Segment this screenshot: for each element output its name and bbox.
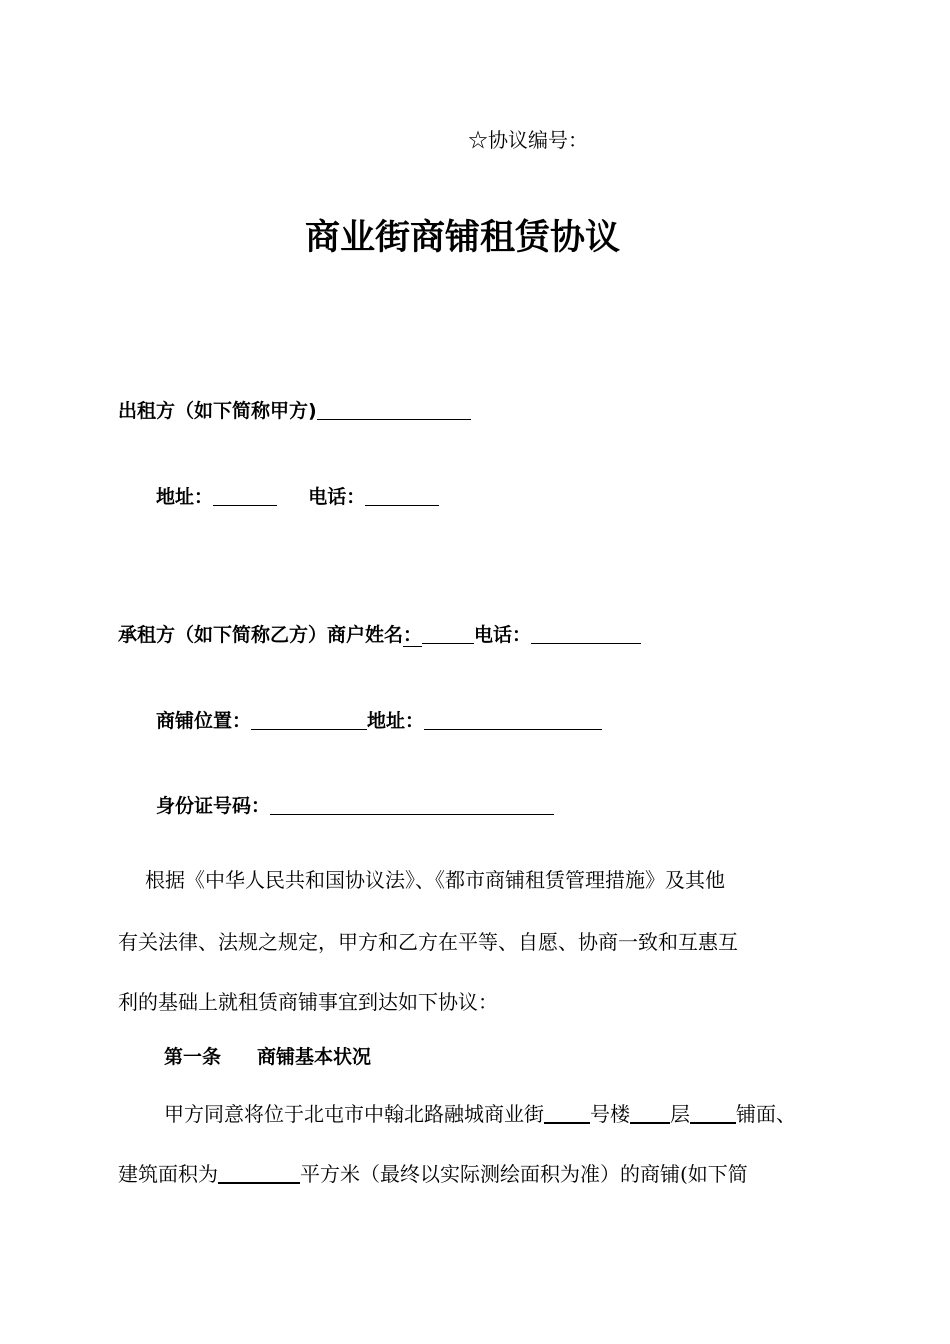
article-1-text-f: 平方米（最终以实际测绘面积为准）的商铺(如下简 bbox=[300, 1162, 748, 1186]
area-blank[interactable] bbox=[218, 1162, 300, 1184]
id-number-row bbox=[156, 791, 554, 818]
lessor-row bbox=[118, 396, 471, 423]
article-1-title: 商铺基本状况 bbox=[257, 1046, 372, 1068]
lessee-name-blank[interactable] bbox=[422, 624, 474, 644]
intro-line-2: 有关法律、法规之规定，甲方和乙方在平等、自愿、协商一致和互惠互 bbox=[118, 930, 738, 954]
intro-line-1: 根据《中华人民共和国协议法》、《都市商铺租赁管理措施》及其他 bbox=[145, 868, 725, 892]
agreement-number-label: ☆协议编号： bbox=[468, 128, 588, 152]
building-number-blank[interactable] bbox=[544, 1102, 590, 1124]
lessor-phone-blank[interactable] bbox=[365, 486, 439, 506]
lessor-label: 出租方（如下简称甲方) bbox=[118, 400, 317, 422]
lessee-label: 承租方（如下简称乙方）商户姓名 bbox=[118, 624, 404, 646]
lessee-row bbox=[118, 620, 641, 647]
shop-location-row bbox=[156, 706, 602, 733]
lessee-colon: ： bbox=[403, 624, 423, 646]
lessee-phone-label: 电话： bbox=[474, 624, 532, 646]
article-1-line-2 bbox=[118, 1158, 748, 1187]
page-title: 商业街商铺租赁协议 bbox=[305, 218, 621, 258]
floor-blank[interactable] bbox=[630, 1102, 670, 1124]
article-1-text-e: 建筑面积为 bbox=[118, 1162, 218, 1186]
lessee-phone-blank[interactable] bbox=[531, 624, 641, 644]
lessor-name-blank[interactable] bbox=[317, 400, 471, 420]
lessee-colon-wrap bbox=[403, 620, 423, 646]
article-1-heading bbox=[164, 1042, 371, 1069]
article-1-line-1 bbox=[164, 1098, 796, 1127]
lessee-address-blank[interactable] bbox=[424, 710, 602, 730]
shop-location-blank[interactable] bbox=[251, 710, 367, 730]
article-1-text-c: 层 bbox=[670, 1102, 690, 1126]
shop-location-label: 商铺位置： bbox=[156, 710, 252, 732]
lessor-address-blank[interactable] bbox=[213, 486, 277, 506]
id-number-blank[interactable] bbox=[270, 795, 554, 815]
id-number-label: 身份证号码： bbox=[156, 795, 271, 817]
article-1-text-a: 甲方同意将位于北屯市中翰北路融城商业街 bbox=[164, 1102, 544, 1126]
lessor-phone-label: 电话： bbox=[308, 486, 366, 508]
intro-line-3: 利的基础上就租赁商铺事宜到达如下协议： bbox=[118, 990, 498, 1014]
article-1-text-b: 号楼 bbox=[590, 1102, 630, 1126]
lessee-address-label: 地址： bbox=[367, 710, 425, 732]
article-1-number: 第一条 bbox=[164, 1046, 222, 1068]
shop-number-blank[interactable] bbox=[690, 1102, 736, 1124]
lessor-address-label: 地址： bbox=[156, 486, 214, 508]
article-1-text-d: 铺面、 bbox=[736, 1102, 796, 1126]
lessor-contact-row bbox=[156, 482, 439, 509]
